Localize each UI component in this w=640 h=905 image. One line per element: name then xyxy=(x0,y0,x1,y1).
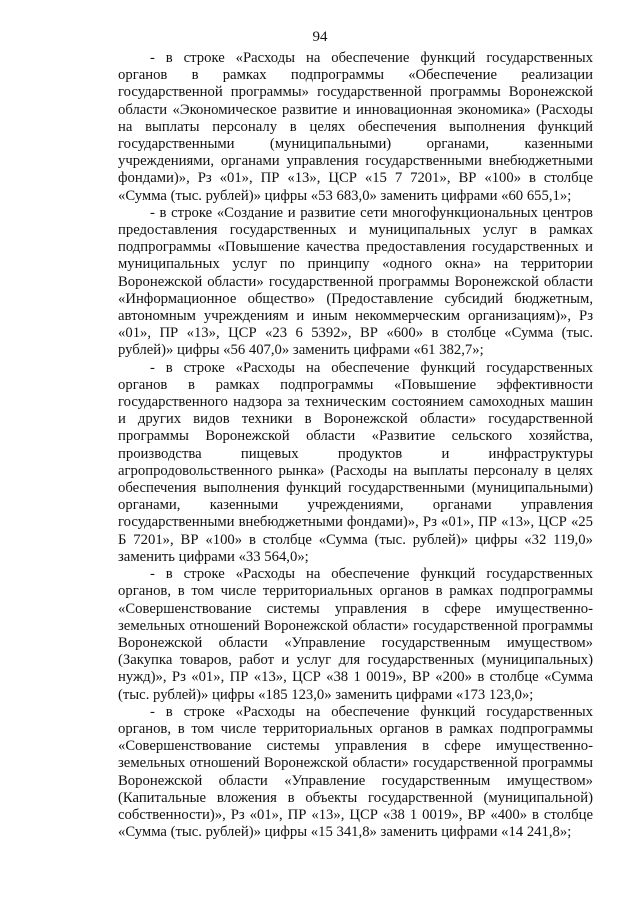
paragraph: - в строке «Создание и развитие сети многофункциональных центров предоставления государственных и муниципальных услуг в рамках подпрограммы «Повышение качества предоставления государственных и муниципальных услуг по принципу «одного окна» на территории Воронежской области» государственной программы Воронежской области «Информационное общество» (Предоставление субсидий бюджетным, автономным учреждениям и иным некоммерческим организациям)», Рз «01», ПР «13», ЦСР «23 6 5392», ВР «600» в столбце «Сумма (тыс. рублей)» цифры «56 407,0» заменить цифрами «61 382,7»; xyxy=(118,204,593,359)
paragraph: - в строке «Расходы на обеспечение функций государственных органов в рамках подпрограммы «Повышение эффективности государственного надзора за техническим состоянием самоходных машин и других видов техники в Воронежской области» государственной программы Воронежской области «Развитие сельского хозяйства, производства пищевых продуктов и инфраструктуры агропродовольственного рынка» (Расходы на выплаты персоналу в целях обеспечения выполнения функций государственными (муниципальными) органами, казенными учреждениями, органами управления государственными внебюджетными фондами)», Рз «01», ПР «13», ЦСР «25 Б 7201», ВР «100» в столбце «Сумма (тыс. рублей)» цифры «32 119,0» заменить цифрами «33 564,0»; xyxy=(118,359,593,565)
paragraph: - в строке «Расходы на обеспечение функций государственных органов, в том числе территориальных органов в рамках подпрограммы «Совершенствование системы управления в сфере имущественно-земельных отношений Воронежской области» государственной программы Воронежской области «Управление государственным имуществом» (Закупка товаров, работ и услуг для государственных (муниципальных) нужд)», Рз «01», ПР «13», ЦСР «38 1 0019», ВР «200» в столбце «Сумма (тыс. рублей)» цифры «185 123,0» заменить цифрами «173 123,0»; xyxy=(118,566,593,703)
paragraph: - в строке «Расходы на обеспечение функций государственных органов в рамках подпрограммы «Обеспечение реализации государственной программы» государственной программы Воронежской области «Экономическое развитие и инновационная экономика» (Расходы на выплаты персоналу в целях обеспечения выполнения функций государственными (муниципальными) органами, казенными учреждениями, органами управления государственными внебюджетными фондами)», Рз «01», ПР «13», ЦСР «15 7 7201», ВР «100» в столбце «Сумма (тыс. рублей)» цифры «53 683,0» заменить цифрами «60 655,1»; xyxy=(118,50,593,204)
document-body xyxy=(118,50,593,841)
page-number: 94 xyxy=(312,29,328,45)
paragraph: - в строке «Расходы на обеспечение функций государственных органов, в том числе территориальных органов в рамках подпрограммы «Совершенствование системы управления в сфере имущественно-земельных отношений Воронежской области» государственной программы Воронежской области «Управление государственным имуществом» (Капитальные вложения в объекты государственной (муниципальной) собственности)», Рз «01», ПР «13», ЦСР «38 1 0019», ВР «400» в столбце «Сумма (тыс. рублей)» цифры «15 341,8» заменить цифрами «14 241,8»; xyxy=(118,703,593,841)
